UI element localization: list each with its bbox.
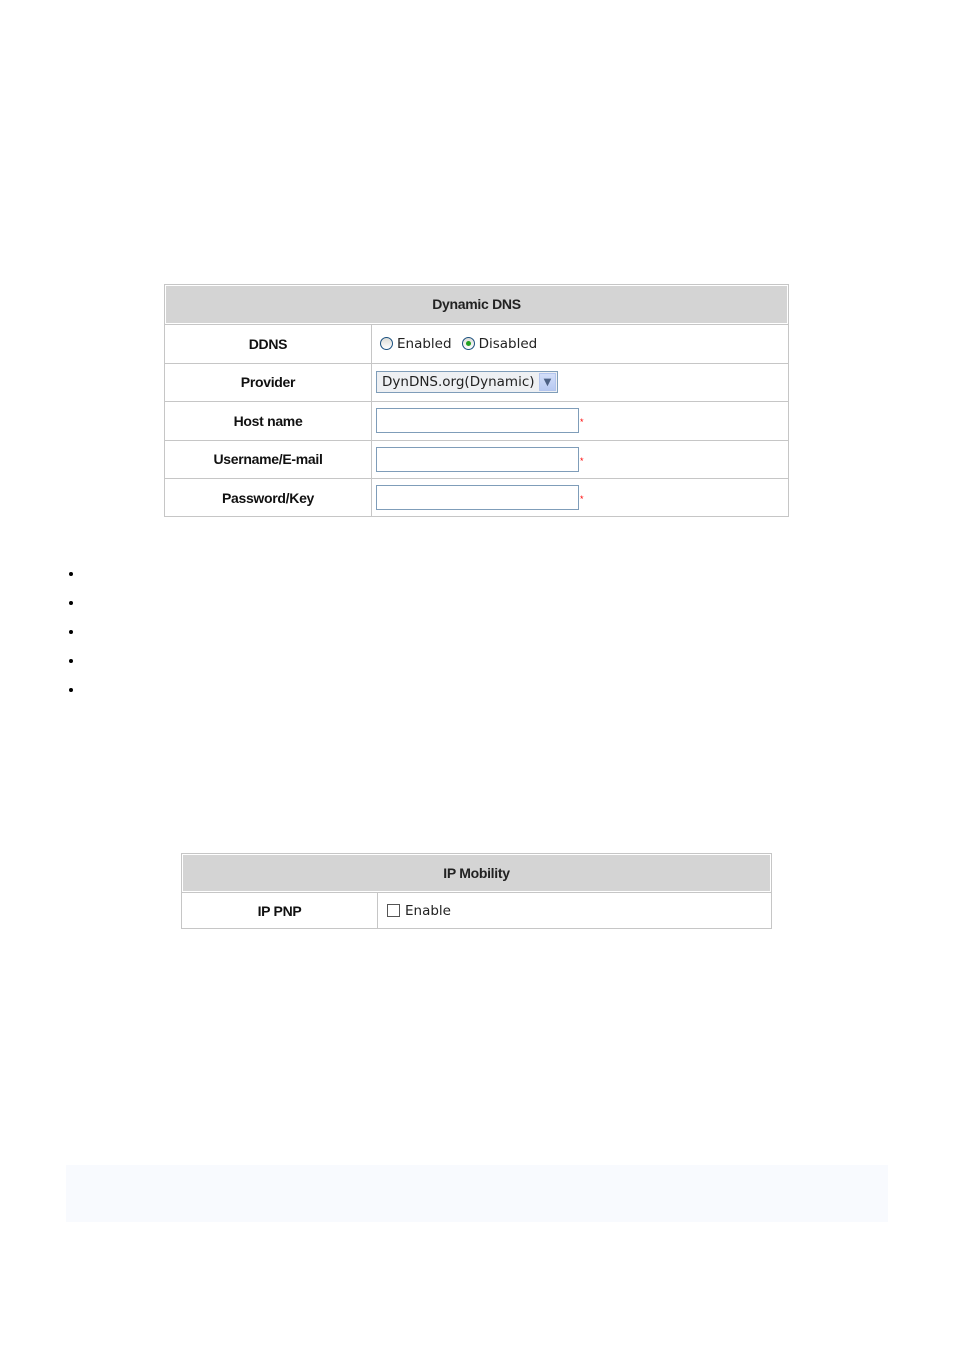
provider-label: Provider <box>165 364 372 402</box>
dynamic-dns-title: Dynamic DNS <box>165 285 788 324</box>
ddns-enabled-radio[interactable] <box>380 337 393 350</box>
ddns-row <box>165 324 788 363</box>
bullet-list <box>60 561 84 706</box>
host-name-row <box>165 401 788 440</box>
ip-pnp-value-cell <box>378 893 771 928</box>
username-label: Username/E-mail <box>165 441 372 479</box>
chevron-down-icon[interactable]: ▼ <box>539 373 556 391</box>
ddns-disabled-radio[interactable] <box>462 337 475 350</box>
password-input[interactable] <box>376 485 579 510</box>
host-name-value-cell <box>372 402 788 440</box>
username-row <box>165 440 788 479</box>
ip-pnp-label: IP PNP <box>182 893 378 928</box>
ip-mobility-panel <box>181 853 772 929</box>
provider-select[interactable] <box>376 371 558 393</box>
password-value-cell <box>372 479 788 517</box>
provider-row <box>165 363 788 402</box>
ip-pnp-row <box>182 892 771 928</box>
host-name-input[interactable] <box>376 408 579 433</box>
username-input[interactable] <box>376 447 579 472</box>
ddns-value-cell <box>372 325 788 363</box>
ddns-disabled-label[interactable]: Disabled <box>478 335 538 352</box>
ip-pnp-enable-label[interactable]: Enable <box>405 902 451 919</box>
ddns-enabled-label[interactable]: Enabled <box>397 335 452 352</box>
note-box <box>66 1165 888 1222</box>
provider-selected-value: DynDNS.org(Dynamic) <box>382 374 535 391</box>
ip-pnp-enable-checkbox[interactable] <box>387 904 400 917</box>
ddns-label: DDNS <box>165 325 372 363</box>
provider-value-cell <box>372 364 788 402</box>
password-label: Password/Key <box>165 479 372 517</box>
required-asterisk: * <box>580 417 584 428</box>
required-asterisk: * <box>580 455 584 466</box>
username-value-cell <box>372 441 788 479</box>
dynamic-dns-panel <box>164 284 789 517</box>
required-asterisk: * <box>580 494 584 505</box>
ip-mobility-title: IP Mobility <box>182 854 771 892</box>
password-row <box>165 478 788 517</box>
host-name-label: Host name <box>165 402 372 440</box>
